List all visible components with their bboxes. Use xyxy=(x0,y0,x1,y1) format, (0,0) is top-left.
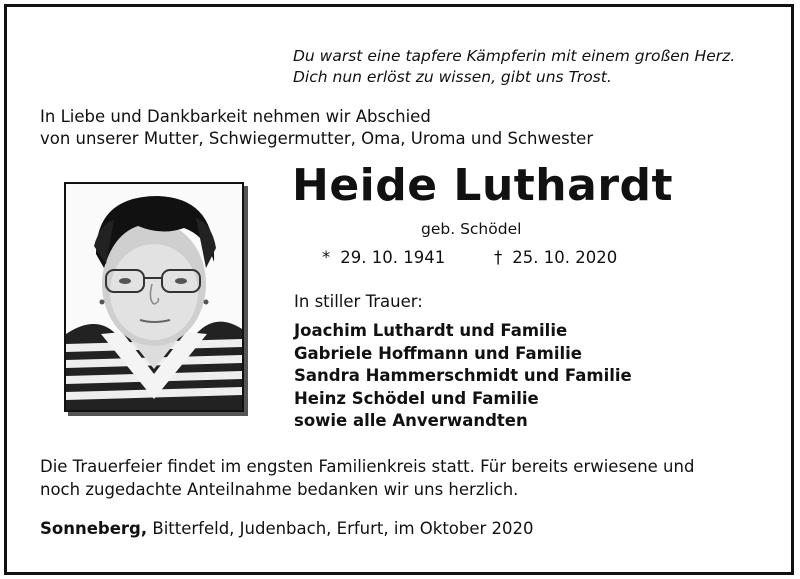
motto-line-1: Du warst eine tapfere Kämpferin mit einem großen Herz. xyxy=(293,47,736,65)
death-date xyxy=(494,248,617,267)
portrait-photo xyxy=(64,182,244,412)
mourners-list xyxy=(294,320,632,433)
portrait-image xyxy=(66,184,242,410)
place-main: Sonneberg, xyxy=(40,519,148,538)
closing-line-2: noch zugedachte Anteilnahme bedanken wir uns herzlich. xyxy=(40,479,519,499)
mourner-item: sowie alle Anverwandten xyxy=(294,411,528,430)
birth-date-value: 29. 10. 1941 xyxy=(340,248,446,267)
motto-quote xyxy=(293,46,773,88)
intro-text xyxy=(40,106,760,150)
intro-line-2: von unserer Mutter, Schwiegermutter, Oma, Uroma und Schwester xyxy=(40,129,594,148)
mourner-item: Heinz Schödel und Familie xyxy=(294,388,539,408)
birth-star-icon: * xyxy=(322,248,331,267)
mourner-item: Sandra Hammerschmidt und Familie xyxy=(294,366,632,385)
death-cross-icon: † xyxy=(494,248,503,267)
mourner-item: Gabriele Hoffmann und Familie xyxy=(294,343,582,363)
closing-text xyxy=(40,456,770,501)
place-rest: Bitterfeld, Judenbach, Erfurt, im Oktober 2020 xyxy=(147,519,534,538)
intro-line-1: In Liebe und Dankbarkeit nehmen wir Abschied xyxy=(40,107,431,126)
birth-date xyxy=(322,248,445,267)
mourner-item: Joachim Luthardt und Familie xyxy=(294,321,568,340)
maiden-name: geb. Schödel xyxy=(421,220,522,238)
closing-line-1: Die Trauerfeier findet im engsten Familienkreis statt. Für bereits erwiesene und xyxy=(40,457,695,476)
deceased-name: Heide Luthardt xyxy=(292,160,674,211)
motto-line-2: Dich nun erlöst zu wissen, gibt uns Trost. xyxy=(293,68,612,86)
death-date-value: 25. 10. 2020 xyxy=(512,248,618,267)
mourners-heading: In stiller Trauer: xyxy=(294,292,423,311)
place-date-line xyxy=(40,519,534,538)
